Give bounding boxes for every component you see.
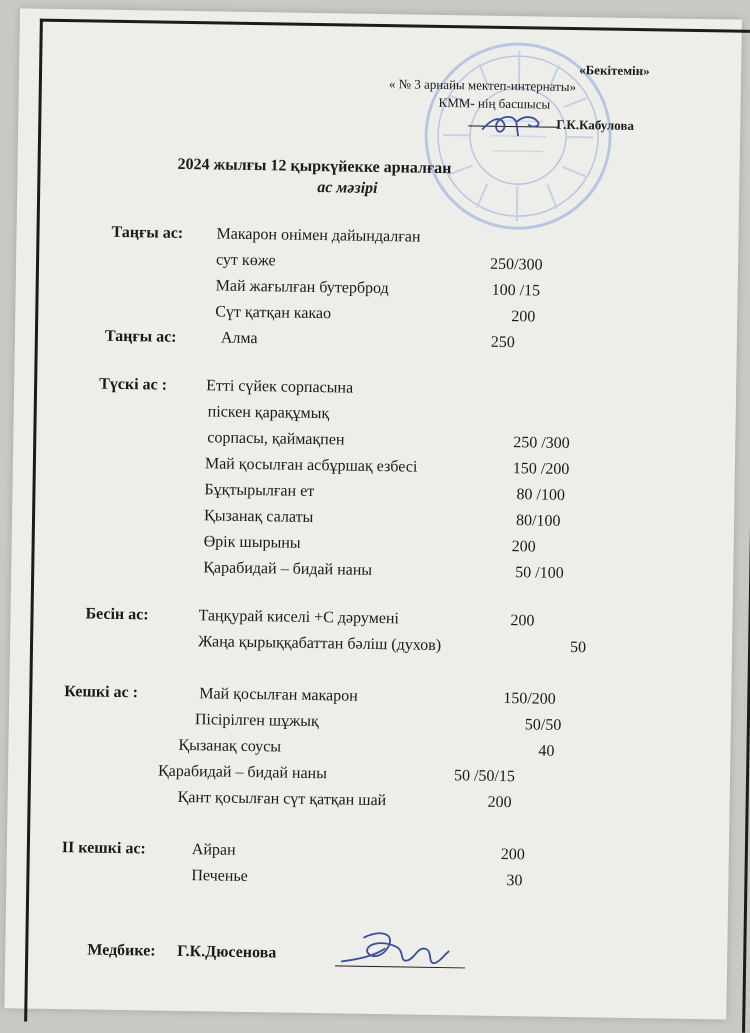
menu-item-name: Қызанақ салаты: [204, 507, 314, 527]
menu-item-qty: 50 /50/15: [454, 767, 515, 786]
approval-name: Г.К.Кабулова: [556, 117, 634, 134]
approval-heading: «Бекітемін»: [579, 62, 650, 79]
menu-item-name: Пісірілген шұжық: [195, 711, 319, 731]
menu-item-qty: 200: [512, 538, 536, 556]
menu-item-name: сут көже: [216, 251, 276, 270]
approval-position: КММ- нің басшысы: [438, 95, 550, 113]
menu-item-qty: 50: [570, 639, 586, 657]
handwritten-signature-icon: [335, 925, 456, 973]
menu-item-qty: 250 /300: [513, 434, 570, 453]
menu-item-name: Қарабидай – бидай наны: [203, 559, 372, 580]
snack-label: Бесін ас:: [85, 605, 148, 624]
menu-item-qty: 50/50: [525, 716, 562, 735]
menu-item-name: Таңқурай киселі +С дәрумені: [198, 607, 399, 628]
page-subtitle: ас мәзірі: [317, 179, 378, 198]
nurse-name: Г.К.Дюсенова: [177, 943, 276, 963]
menu-item-name: Айран: [192, 841, 236, 860]
dinner2-label: ІІ кешкі ас:: [62, 839, 146, 858]
menu-item-qty: 50 /100: [515, 564, 564, 583]
handwritten-signature-icon: [478, 108, 548, 141]
menu-item-name: Қызанақ соусы: [178, 737, 281, 757]
menu-item-qty: 200: [511, 308, 535, 326]
menu-item-name: Алма: [221, 330, 258, 349]
nurse-label: Медбике:: [87, 942, 156, 961]
menu-item-name: Жаңа қырыққабаттан бәліш (духов): [198, 633, 441, 655]
dinner-label: Кешкі ас :: [64, 683, 138, 702]
menu-item-name: Бұқтырылған ет: [204, 481, 314, 501]
menu-item-name: Сүт қатқан какао: [215, 303, 331, 323]
menu-item-name: Май қосылған макарон: [199, 685, 358, 705]
menu-item-name: Май қосылған асбұршақ езбесі: [205, 455, 418, 476]
menu-item-name: Май жағылған бутерброд: [216, 277, 389, 298]
menu-item-name: Қант қосылған сүт қатқан шай: [178, 789, 387, 810]
lunch-label: Түскі ас :: [99, 376, 167, 395]
menu-item-qty: 80 /100: [516, 486, 565, 505]
menu-item-name: Өрік шырыны: [204, 533, 301, 553]
approval-school: « № 3 арнайы мектеп-интернаты»: [389, 76, 576, 95]
menu-item-name: Макарон онімен дайындалған: [216, 225, 420, 246]
menu-item-name: піскен қарақұмық: [208, 403, 330, 423]
menu-item-qty: 250/300: [490, 256, 543, 275]
menu-item-name: Етті сүйек сорпасына: [206, 377, 353, 397]
menu-item-qty: 150/200: [503, 690, 556, 709]
menu-item-name: Қарабидай – бидай наны: [158, 763, 327, 784]
menu-item-name: сорпасы, қаймақпен: [207, 429, 344, 449]
menu-item-qty: 80/100: [516, 512, 561, 531]
menu-item-qty: 200: [510, 612, 534, 630]
menu-document: [4, 8, 742, 1019]
menu-item-qty: 250: [491, 334, 515, 352]
menu-item-qty: 40: [538, 743, 554, 761]
menu-item-qty: 100 /15: [492, 282, 541, 301]
breakfast-label: Таңғы ас:: [111, 224, 183, 243]
page-title: 2024 жылғы 12 қыркүйекке арналған: [177, 156, 451, 178]
menu-item-qty: 150 /200: [513, 460, 570, 479]
breakfast2-label: Таңғы ас:: [105, 328, 177, 347]
menu-item-qty: 200: [501, 846, 525, 864]
menu-item-name: Печенье: [191, 867, 248, 886]
menu-item-qty: 30: [506, 872, 522, 890]
menu-item-qty: 200: [487, 794, 511, 812]
